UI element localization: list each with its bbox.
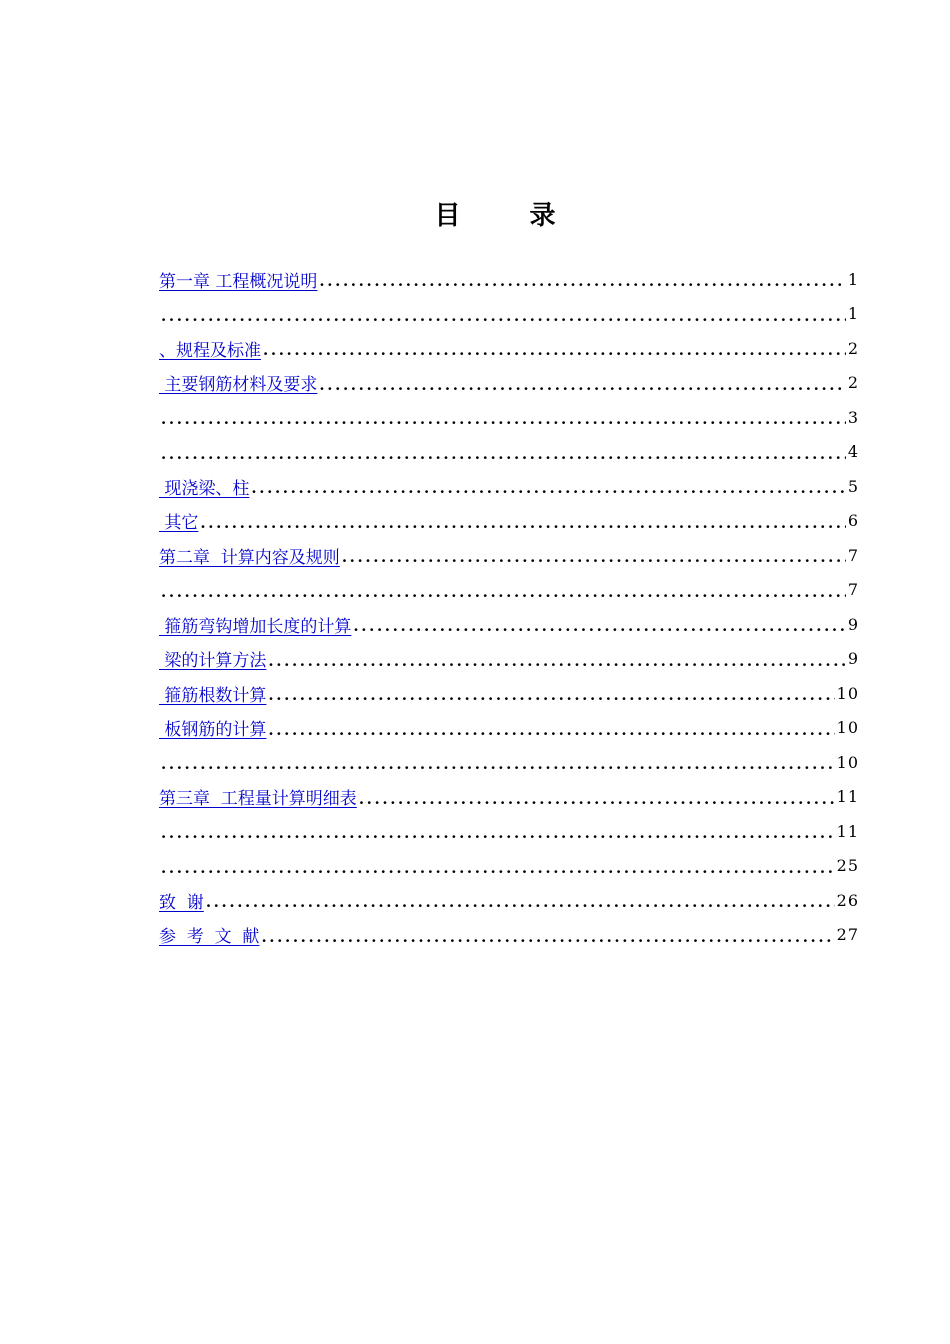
toc-entry[interactable]: [159, 607, 859, 642]
dot-leader: [161, 823, 835, 843]
toc-entry[interactable]: [159, 849, 859, 884]
toc-page-number: 7: [847, 545, 859, 565]
toc-entry[interactable]: [159, 814, 859, 849]
toc-page-number: 25: [836, 856, 859, 876]
dot-leader: [261, 927, 834, 947]
toc-entry[interactable]: [159, 711, 859, 746]
toc-entry-link[interactable]: 致 谢: [159, 892, 204, 913]
toc-page-number: 5: [847, 476, 859, 496]
dot-leader: [268, 685, 834, 705]
table-of-contents: [159, 262, 859, 952]
dot-leader: [206, 892, 835, 912]
toc-entry[interactable]: [159, 918, 859, 953]
toc-entry[interactable]: [159, 297, 859, 332]
toc-page-number: 10: [836, 683, 859, 703]
toc-page-number: 10: [836, 752, 859, 772]
toc-entry[interactable]: [159, 400, 859, 435]
toc-entry-link[interactable]: 主要钢筋材料及要求: [159, 375, 318, 396]
toc-entry-link[interactable]: 第一章 工程概况说明: [159, 271, 318, 292]
toc-entry[interactable]: [159, 780, 859, 815]
toc-page-number: 27: [836, 925, 859, 945]
dot-leader: [200, 513, 845, 533]
toc-page-number: 26: [836, 890, 859, 910]
toc-entry[interactable]: [159, 883, 859, 918]
toc-entry-link[interactable]: 第二章 计算内容及规则: [159, 547, 340, 568]
toc-page-number: 2: [847, 373, 859, 393]
toc-entry[interactable]: [159, 676, 859, 711]
dot-leader: [251, 478, 845, 498]
toc-entry[interactable]: [159, 262, 859, 297]
toc-entry-link[interactable]: 第三章 工程量计算明细表: [159, 789, 357, 810]
toc-page-number: 2: [847, 338, 859, 358]
toc-entry-link[interactable]: 其它: [159, 513, 199, 534]
toc-entry[interactable]: [159, 745, 859, 780]
toc-entry[interactable]: [159, 366, 859, 401]
toc-entry[interactable]: [159, 435, 859, 470]
toc-page-number: 1: [847, 304, 859, 324]
toc-page-number: 11: [836, 787, 859, 807]
toc-entry[interactable]: [159, 573, 859, 608]
dot-leader: [353, 616, 845, 636]
toc-entry-link[interactable]: 箍筋根数计算: [159, 685, 267, 706]
toc-entry[interactable]: [159, 504, 859, 539]
dot-leader: [161, 409, 846, 429]
toc-page-number: 9: [847, 649, 859, 669]
dot-leader: [161, 754, 835, 774]
dot-leader: [359, 789, 835, 809]
toc-entry-link[interactable]: 、规程及标准: [159, 340, 261, 361]
dot-leader: [319, 375, 845, 395]
toc-entry-link[interactable]: 现浇梁、柱: [159, 478, 250, 499]
toc-page-number: 1: [847, 269, 859, 289]
dot-leader: [263, 340, 846, 360]
toc-page-number: 10: [836, 718, 859, 738]
toc-page-number: 4: [847, 442, 859, 462]
toc-page-number: 7: [847, 580, 859, 600]
toc-entry-link[interactable]: 箍筋弯钩增加长度的计算: [159, 616, 352, 637]
dot-leader: [342, 547, 846, 567]
toc-entry[interactable]: [159, 538, 859, 573]
dot-leader: [161, 858, 835, 878]
toc-entry[interactable]: [159, 331, 859, 366]
toc-page-number: 6: [847, 511, 859, 531]
dot-leader: [161, 582, 846, 602]
dot-leader: [161, 444, 846, 464]
toc-page-number: 9: [847, 614, 859, 634]
dot-leader: [268, 651, 845, 671]
toc-entry-link[interactable]: 参 考 文 献: [159, 927, 260, 948]
toc-entry-link[interactable]: 梁的计算方法: [159, 651, 267, 672]
dot-leader: [161, 306, 846, 326]
page-title: 目 录: [434, 201, 586, 231]
dot-leader: [268, 720, 834, 740]
toc-entry-link[interactable]: 板钢筋的计算: [159, 720, 267, 741]
toc-page-number: 11: [836, 821, 859, 841]
toc-page-number: 3: [847, 407, 859, 427]
dot-leader: [319, 271, 845, 291]
toc-entry[interactable]: [159, 469, 859, 504]
toc-entry[interactable]: [159, 642, 859, 677]
